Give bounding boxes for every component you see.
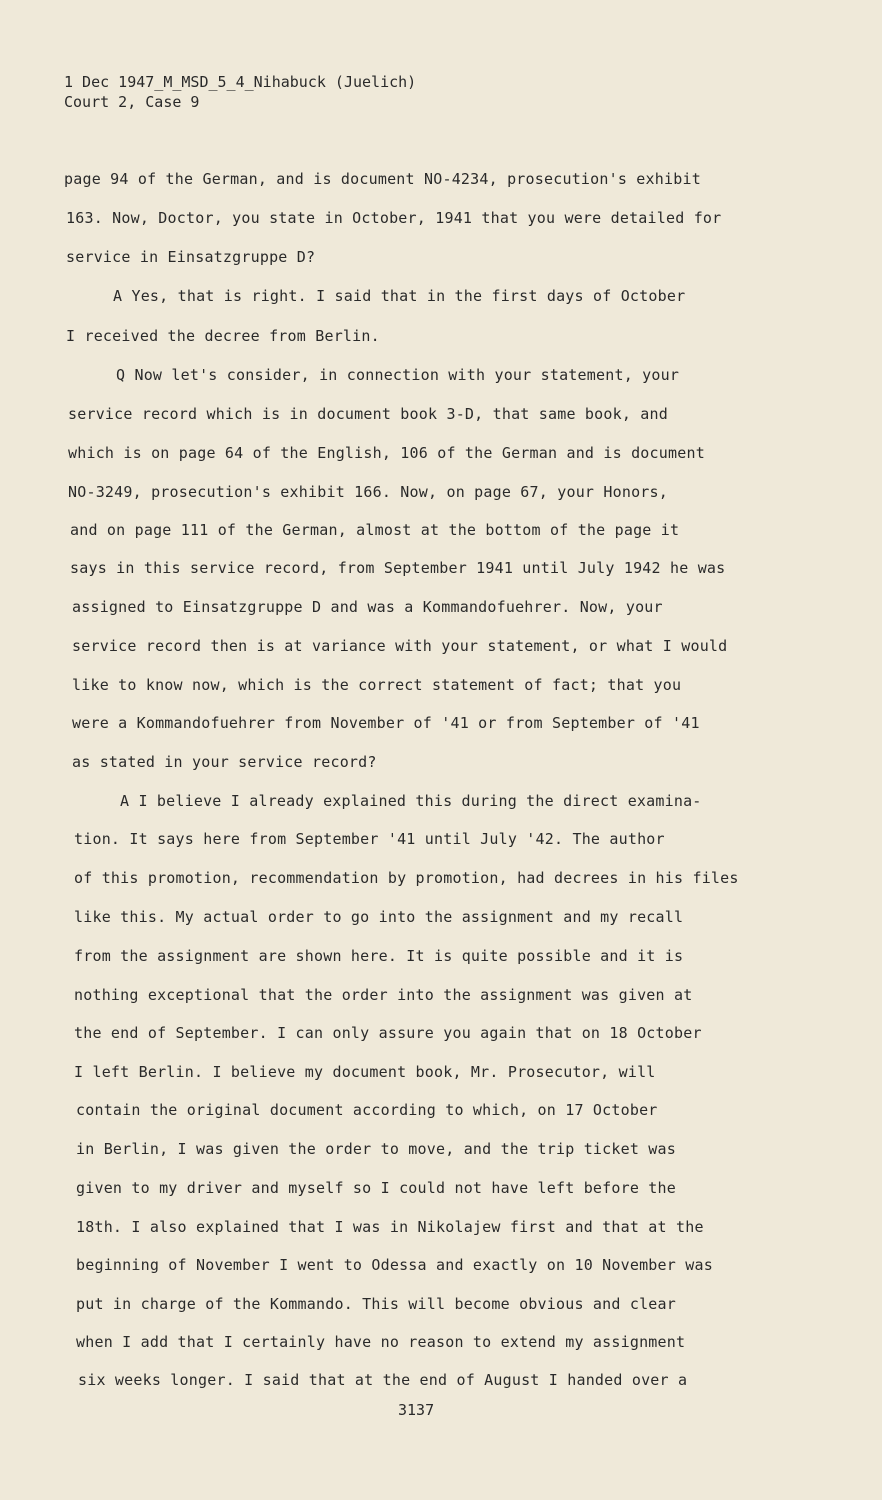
text-line: like to know now, which is the correct statement of fact; that you xyxy=(72,676,682,694)
text-line: I left Berlin. I believe my document book, Mr. Prosecutor, will xyxy=(74,1063,656,1081)
text-line: NO-3249, prosecution's exhibit 166. Now, on page 67, your Honors, xyxy=(68,483,668,501)
text-line: A Yes, that is right. I said that in the first days of October xyxy=(113,287,686,305)
text-line: page 94 of the German, and is document NO-4234, prosecution's exhibit xyxy=(64,170,701,188)
text-line: 163. Now, Doctor, you state in October, 1941 that you were detailed for xyxy=(66,209,722,227)
text-line: I received the decree from Berlin. xyxy=(66,327,380,345)
text-line: says in this service record, from September 1941 until July 1942 he was xyxy=(70,559,726,577)
text-line: when I add that I certainly have no reason to extend my assignment xyxy=(76,1333,686,1351)
text-line: as stated in your service record? xyxy=(72,753,377,771)
text-line: assigned to Einsatzgruppe D and was a Kommandofuehrer. Now, your xyxy=(72,598,663,616)
text-line: given to my driver and myself so I could not have left before the xyxy=(76,1179,676,1197)
text-line: service in Einsatzgruppe D? xyxy=(66,248,316,266)
text-line: put in charge of the Kommando. This will become obvious and clear xyxy=(76,1295,676,1313)
text-line: A I believe I already explained this during the direct examina- xyxy=(120,792,702,810)
page-number: 3137 xyxy=(398,1401,435,1419)
text-line: 18th. I also explained that I was in Nikolajew first and that at the xyxy=(76,1218,704,1236)
text-line: service record which is in document book 3-D, that same book, and xyxy=(68,405,668,423)
text-line: Q Now let's consider, in connection with your statement, your xyxy=(116,366,680,384)
text-line: like this. My actual order to go into the assignment and my recall xyxy=(74,908,684,926)
text-line: which is on page 64 of the English, 106 of the German and is document xyxy=(68,444,705,462)
header-line-1: 1 Dec 1947_M_MSD_5_4_Nihabuck (Juelich) xyxy=(64,73,417,91)
text-line: nothing exceptional that the order into the assignment was given at xyxy=(74,986,693,1004)
text-line: contain the original document according to which, on 17 October xyxy=(76,1101,658,1119)
text-line: the end of September. I can only assure you again that on 18 October xyxy=(74,1024,702,1042)
text-line: in Berlin, I was given the order to move, and the trip ticket was xyxy=(76,1140,676,1158)
header-line-2: Court 2, Case 9 xyxy=(64,93,200,111)
document-header xyxy=(64,72,416,112)
text-line: were a Kommandofuehrer from November of '41 or from September of '41 xyxy=(72,714,700,732)
text-line: tion. It says here from September '41 until July '42. The author xyxy=(74,830,665,848)
text-line: and on page 111 of the German, almost at the bottom of the page it xyxy=(70,521,680,539)
text-line: service record then is at variance with your statement, or what I would xyxy=(72,637,728,655)
text-line: six weeks longer. I said that at the end of August I handed over a xyxy=(78,1371,688,1389)
text-line: beginning of November I went to Odessa and exactly on 10 November was xyxy=(76,1256,713,1274)
text-line: of this promotion, recommendation by promotion, had decrees in his files xyxy=(74,869,739,887)
text-line: from the assignment are shown here. It is quite possible and it is xyxy=(74,947,684,965)
